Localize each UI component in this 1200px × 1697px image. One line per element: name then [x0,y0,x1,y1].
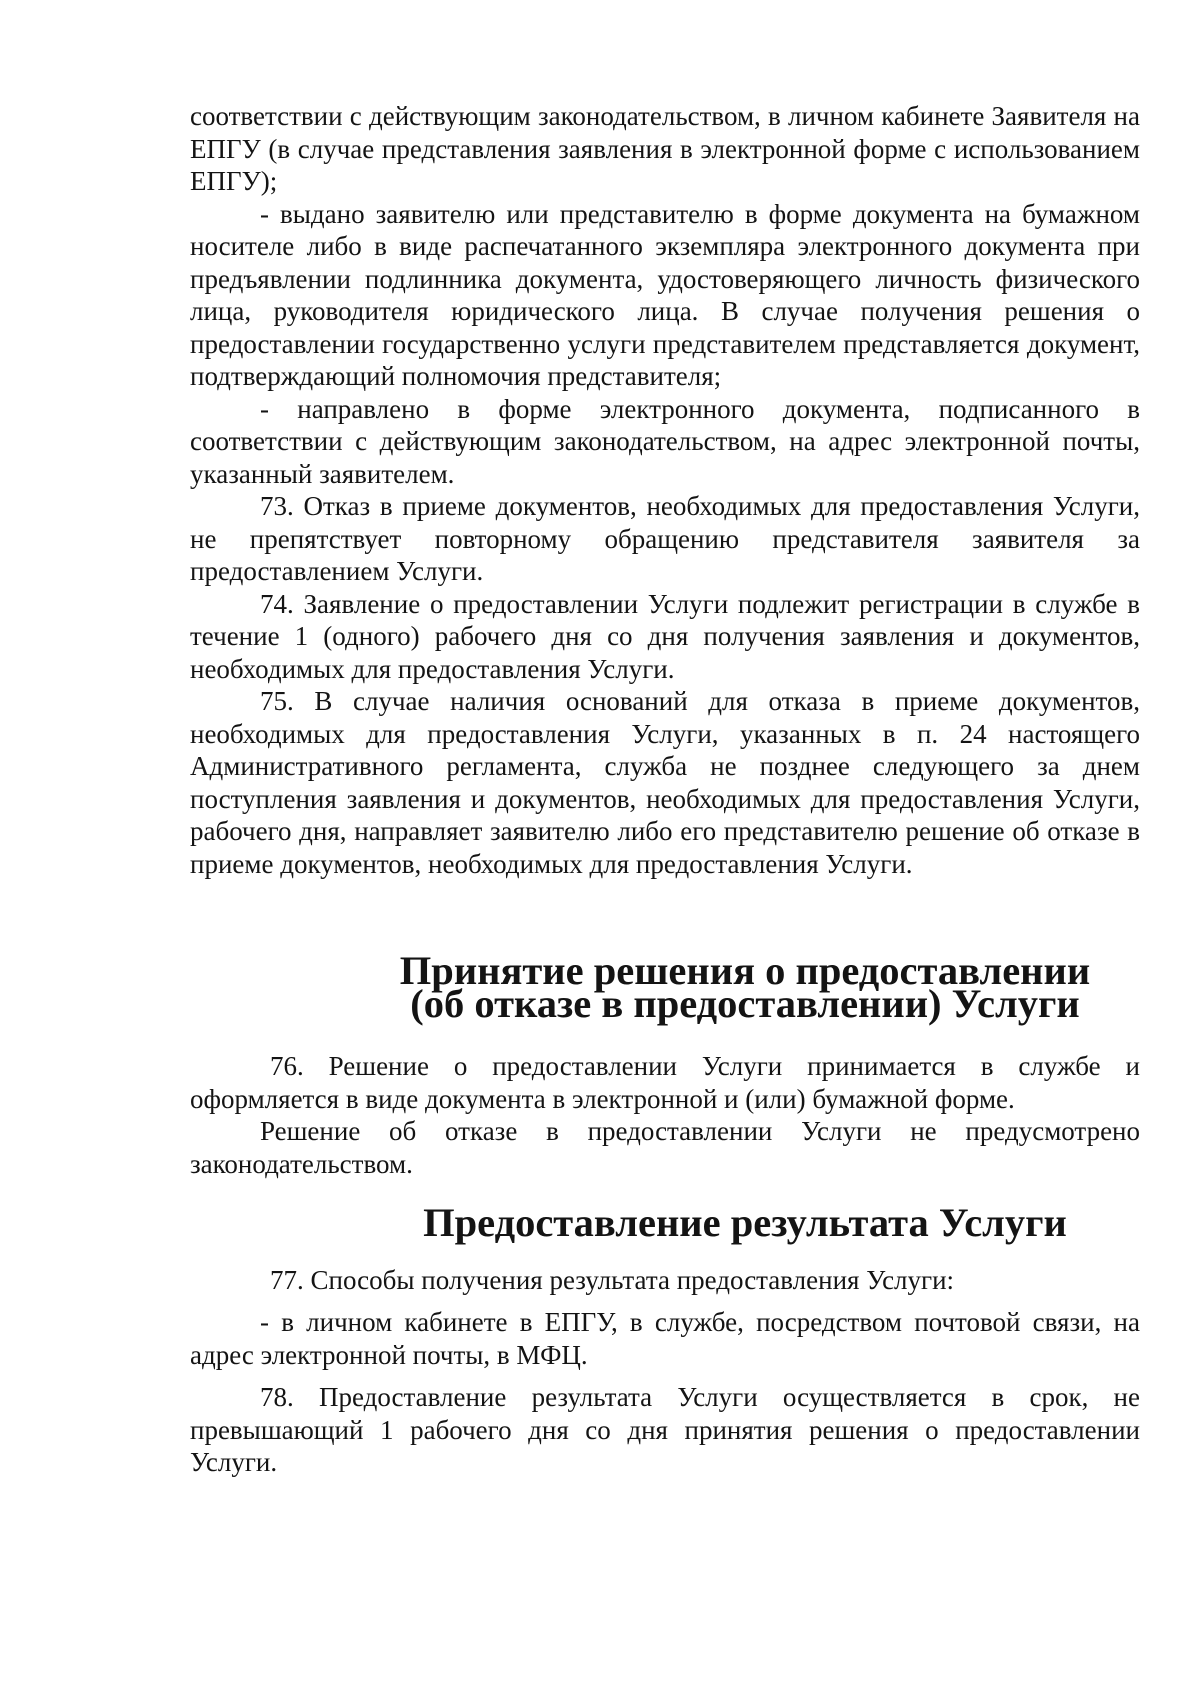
document-page [190,100,1140,1479]
paragraph-75: 75. В случае наличия оснований для отказа в приеме документов, необходимых для предоставления Услуги, указанных в п. 24 настоящего Административного регламента, служба не позднее следующего за днем поступления заявления и документов, необходимых для предоставления Услуги, рабочего дня, направляет заявителю либо его представителю решение об отказе в приеме документов, необходимых для предоставления Услуги. [190,686,1140,879]
spacer [190,1371,1140,1381]
heading-line-2: (об отказе в предоставлении) Услуги [410,980,1080,1026]
heading-line-1: Принятие решения о предоставлении [399,948,1091,993]
paragraph-intro: соответствии с действующим законодательством, в личном кабинете Заявителя на ЕПГУ (в случае представления заявления в электронной форме с использованием ЕПГУ); [190,101,1140,196]
paragraph-77: 77. Способы получения результата предоставления Услуги: [270,1264,955,1295]
spacer [190,1296,1140,1306]
paragraph-76b: Решение об отказе в предоставлении Услуги не предусмотрено законодательством. [190,1116,1140,1179]
paragraph-74: 74. Заявление о предоставлении Услуги подлежит регистрации в службе в течение 1 (одного) рабочего дня со дня получения заявления и документов, необходимых для предоставления Услуги. [190,588,1140,684]
paragraph-sent: - направлено в форме электронного документа, подписанного в соответствии с действующим законодательством, на адрес электронной почты, указанный заявителем. [190,393,1140,489]
paragraph-73: 73. Отказ в приеме документов, необходимых для предоставления Услуги, не препятствует повторному обращению представителя заявителя за предоставлением Услуги. [190,491,1140,586]
section-heading-result: Предоставление результата Услуги [423,1200,1067,1245]
paragraph-issued: - выдано заявителю или представителю в форме документа на бумажном носителе либо в виде распечатанного экземпляра электронного документа при предъявлении подлинника документа, удостоверяющего личность физического лица, руководителя юридического лица. В случае получения решения о предоставлении государственно услуги представителем представляется документ, подтверждающий полномочия представителя; [190,198,1140,391]
paragraph-77b: - в личном кабинете в ЕПГУ, в службе, посредством почтовой связи, на адрес электронной почты, в МФЦ. [190,1307,1140,1370]
paragraph-76: 76. Решение о предоставлении Услуги принимается в службе и оформляется в виде документа в электронной и (или) бумажной форме. [190,1051,1140,1114]
paragraph-78: 78. Предоставление результата Услуги осуществляется в срок, не превышающий 1 рабочего дня со дня принятия решения о предоставлении Услуги. [190,1382,1140,1477]
spacer [190,880,1140,955]
section-heading-decision [190,948,1140,1026]
